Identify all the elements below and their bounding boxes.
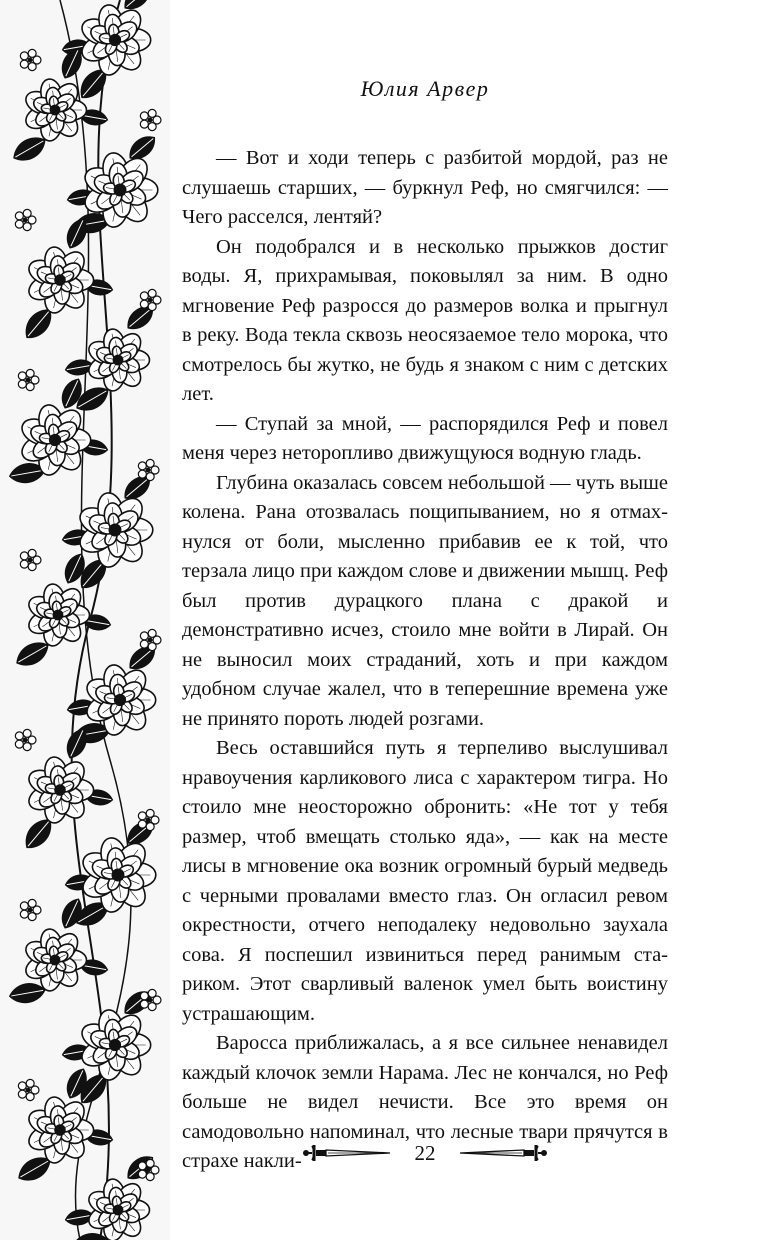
body-text: [182, 144, 668, 1177]
dagger-right-icon: [456, 1141, 548, 1165]
paragraph: Он подобрался и в несколько прыжков достиг воды. Я, прихрамывая, поковылял за ним. В одно мгновение Реф разросся до размеров волка и прыгнул в реку. Вода текла сквозь неосязаемое тело морока, что смотрелось бы жутко, не будь я знаком с ним с детских лет.: [182, 235, 668, 405]
paragraph: — Ступай за мной, — распорядился Реф и повел меня через неторопливо движущуюся водную гладь.: [182, 412, 668, 464]
page-number: 22: [414, 1140, 436, 1165]
paragraph: — Вот и ходи теперь с разбитой мордой, раз не слушаешь старших, — буркнул Реф, но смягчился: — Чего расселся, лентяй?: [182, 147, 668, 228]
floral-border-icon: [0, 0, 170, 1240]
page-footer: [182, 1138, 668, 1168]
paragraph: Глубина оказалась совсем небольшой — чуть выше колена. Рана отозвалась пощипыванием, но я отмахнулся от боли, мысленно прибавив ее к той, что терзала лицо при каждом слове и движении мышц. Реф был против дурацкого плана с дракой и демонстративно исчез, стоило мне войти в Лирай. Он не выносил моих страданий, хоть и при каждом удобном случае жалел, что в теперешние времена уже не принято пороть людей розгами.: [182, 471, 668, 730]
running-header: [182, 76, 668, 102]
paragraph: Варосса приближалась, а я все сильнее ненавидел каждый клочок земли Нарама. Лес не кончался, но Реф больше не видел нечисти. Все это время он самодовольно напоминал, что лесные твари прячутся в страхе накли-: [182, 1032, 668, 1172]
paragraph: Весь оставшийся путь я терпеливо выслушивал нравоучения карликового лиса с характером тигра. Но стоило мне неосторожно обронить: «Не тот у тебя размер, чтоб вмещать столько яда», — как на месте лисы в мгновение ока возник огромный бурый медведь с черными провалами вместо глаз. Он огласил ревом окрестности, отчего неподалеку недовольно заухала сова. Я поспешил извиниться перед ранимым стариком. Этот сварливый валенок умел быть воистину устрашающим.: [182, 737, 668, 1025]
dagger-left-icon: [302, 1141, 394, 1165]
author-name: Юлия Арвер: [360, 76, 490, 101]
